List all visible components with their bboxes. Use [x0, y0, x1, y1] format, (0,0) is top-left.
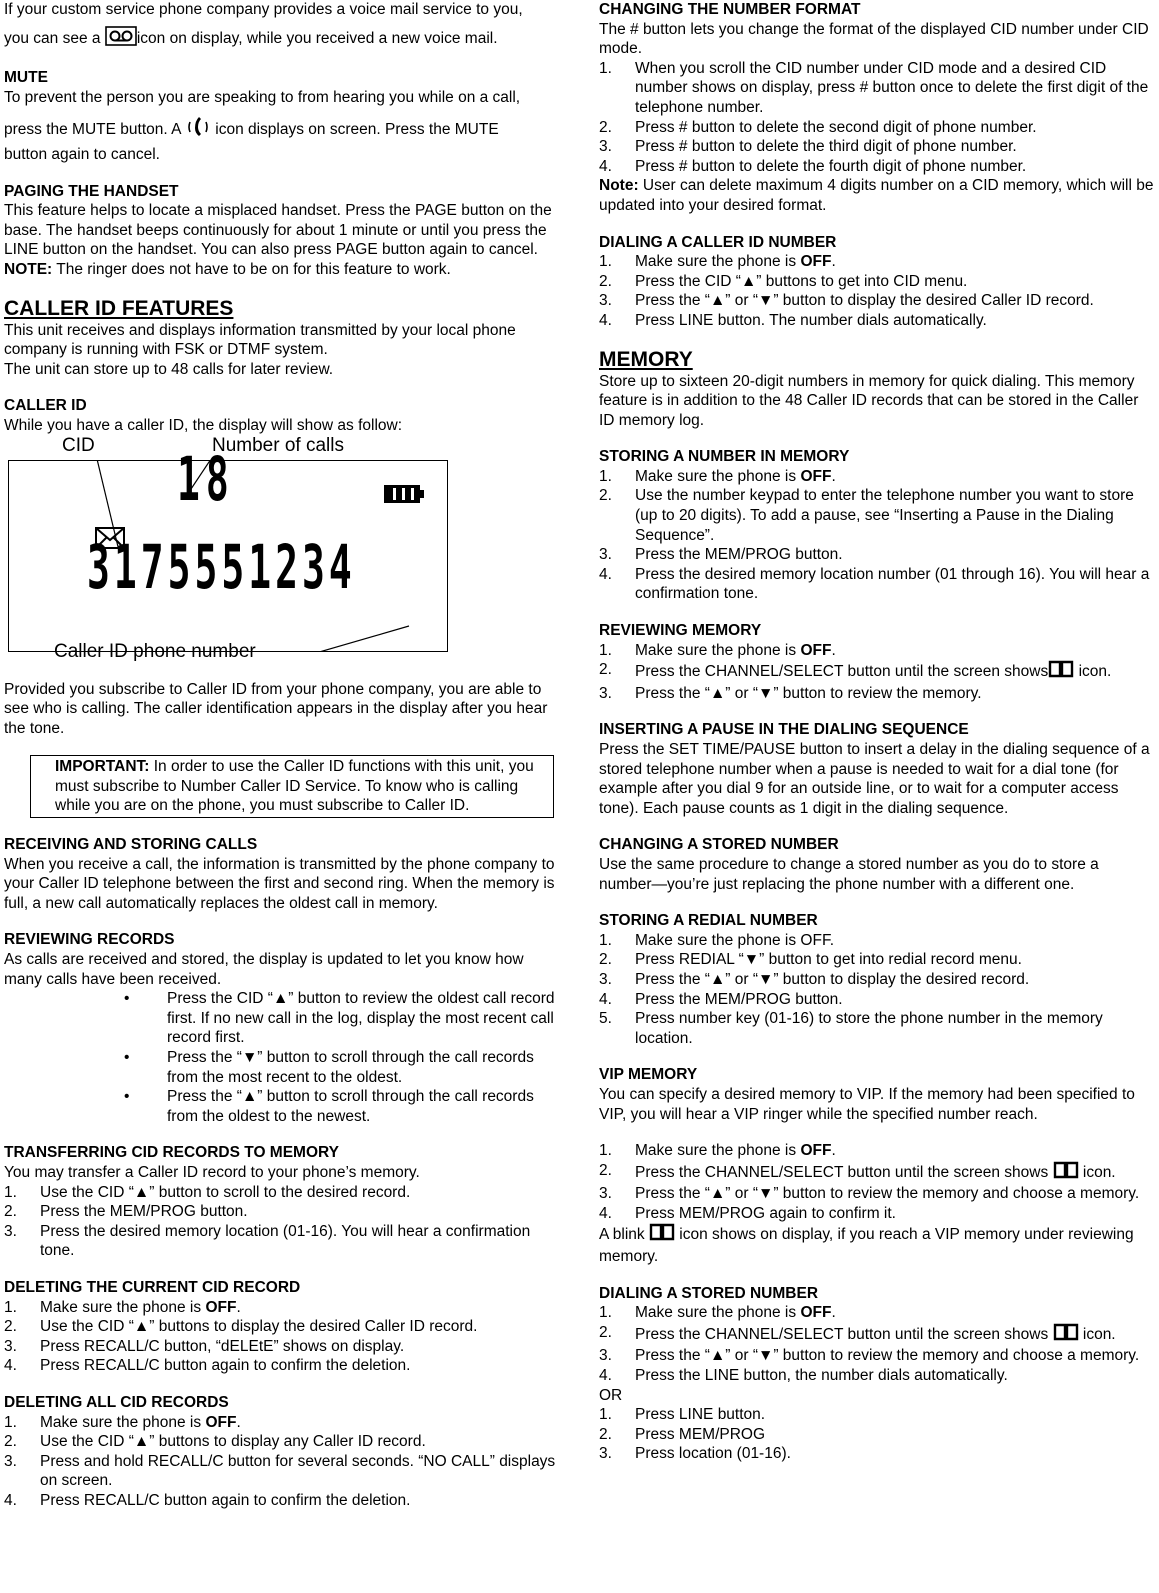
- cid-label: CID: [62, 434, 95, 456]
- dialing-stored-heading: DIALING A STORED NUMBER: [599, 1284, 819, 1302]
- storing-heading: STORING A NUMBER IN MEMORY: [599, 448, 850, 466]
- transferring-text: You may transfer a Caller ID record to your phone’s memory.: [4, 1163, 420, 1181]
- important-notice-box: IMPORTANT: In order to use the Caller ID functions with this unit, you must subscribe to Number Caller ID Service. To know who is calling while you are on the phone, you must subscribe to Caller ID.: [30, 755, 554, 818]
- provided-text: Provided you subscribe to Caller ID from your phone company, you are able to see who is calling. The caller identification appears in the display after you hear the tone.: [4, 680, 548, 737]
- list-item: 1. Make sure the phone is OFF.: [599, 931, 835, 949]
- caller-id-text: While you have a caller ID, the display will show as follow:: [4, 416, 403, 434]
- cid-features-text-2: The unit can store up to 48 calls for later review.: [4, 360, 334, 378]
- list-item: 4. Press the MEM/PROG button.: [599, 990, 843, 1008]
- list-item: 2. Press the CHANNEL/SELECT button until the screen shows icon.: [599, 660, 1154, 684]
- reviewing-records-text: As calls are received and stored, the display is updated to let you know how many calls have been received.: [4, 951, 524, 988]
- vip-heading: VIP MEMORY: [599, 1066, 698, 1084]
- list-item: • Press the “▲” button to scroll through the call records from the oldest to the newest.: [124, 1088, 534, 1125]
- vip-steps: [599, 1141, 1154, 1223]
- list-item: 2. Press the CHANNEL/SELECT button until the screen shows icon.: [599, 1161, 1154, 1185]
- transferring-steps: [4, 1183, 556, 1261]
- list-item: 3. Press RECALL/C button, “dELEtE” shows on display.: [4, 1337, 405, 1355]
- list-item: 1. Make sure the phone is OFF.: [599, 641, 836, 659]
- storing-steps: [599, 467, 1154, 604]
- changing-format-heading: CHANGING THE NUMBER FORMAT: [599, 1, 861, 18]
- list-item: 1. Make sure the phone is OFF.: [599, 1304, 836, 1322]
- list-item: 4. Press # button to delete the fourth digit of phone number.: [599, 157, 1027, 175]
- list-item: 3. Press the “▲” or “▼” button to review the memory and choose a memory.: [599, 1185, 1140, 1203]
- list-item: 2. Use the number keypad to enter the telephone number you want to store (up to 20 digits). To add a pause, see “Inserting a Pause in the Dialing Sequence”.: [599, 487, 1134, 544]
- memory-text: Store up to sixteen 20-digit numbers in memory for quick dialing. This memory feature is in addition to the 48 Caller ID records that can be stored in the Caller ID memory log.: [599, 372, 1139, 429]
- memory-heading: MEMORY: [599, 347, 693, 371]
- list-item: 1. Make sure the phone is OFF.: [4, 1413, 241, 1431]
- list-item: 1. Make sure the phone is OFF.: [4, 1298, 241, 1316]
- number-of-calls-label: Number of calls: [212, 434, 344, 456]
- receiving-heading: RECEIVING AND STORING CALLS: [4, 836, 258, 854]
- paging-heading: PAGING THE HANDSET: [4, 182, 179, 200]
- list-item: 2. Use the CID “▲” buttons to display the desired Caller ID record.: [4, 1318, 478, 1336]
- redial-heading: STORING A REDIAL NUMBER: [599, 912, 818, 930]
- reviewing-records-heading: REVIEWING RECORDS: [4, 931, 175, 949]
- vip-blink-text: A blink icon shows on display, if you reach a VIP memory under reviewing memory.: [599, 1223, 1154, 1266]
- redial-steps: [599, 931, 1154, 1049]
- left-column: [4, 0, 556, 1510]
- list-item: 3. Press # button to delete the third digit of phone number.: [599, 138, 1017, 156]
- changing-stored-heading: CHANGING A STORED NUMBER: [599, 836, 839, 854]
- voicemail-icon: [105, 26, 137, 52]
- list-item: • Press the CID “▲” button to review the oldest call record first. If no new call in the log, display the most recent call record first.: [124, 990, 555, 1047]
- list-item: 3. Press the “▲” or “▼” button to display the desired Caller ID record.: [599, 292, 1094, 310]
- cid-features-text-1: This unit receives and displays information transmitted by your local phone company is running with FSK or DTMF system.: [4, 321, 516, 359]
- battery-icon: [383, 483, 425, 511]
- reviewing-memory-steps: [599, 641, 1154, 704]
- caller-id-features-heading: CALLER ID FEATURES: [4, 296, 234, 320]
- list-item: 1. When you scroll the CID number under CID mode and a desired CID number shows on display, press # button once to delete the first digit of the telephone number.: [599, 59, 1149, 116]
- memory-book-icon: [1048, 660, 1074, 684]
- list-item: 1. Make sure the phone is OFF.: [599, 253, 836, 271]
- list-item: 2. Press MEM/PROG: [599, 1425, 766, 1443]
- lcd-diagram: [4, 434, 556, 663]
- reviewing-bullets: [4, 989, 556, 1126]
- list-item: 4. Press RECALL/C button again to confirm the deletion.: [4, 1491, 411, 1509]
- list-item: 3. Press location (01-16).: [599, 1445, 791, 1463]
- list-item: • Press the “▼” button to scroll through the call records from the most recent to the oldest.: [124, 1049, 534, 1086]
- list-item: 1. Make sure the phone is OFF.: [599, 467, 836, 485]
- intro-line-1: If your custom service phone company provides a voice mail service to you,: [4, 1, 523, 18]
- list-item: 2. Press the CID “▲” buttons to get into CID menu.: [599, 272, 968, 290]
- changing-format-text: The # button lets you change the format of the displayed CID number under CID mode.: [599, 20, 1149, 58]
- list-item: 1. Use the CID “▲” button to scroll to the desired record.: [4, 1183, 411, 1201]
- list-item: 2. Press # button to delete the second digit of phone number.: [599, 118, 1037, 136]
- lcd-phone-number: 3175551234: [87, 531, 356, 603]
- list-item: 3. Press the “▲” or “▼” button to display the desired record.: [599, 970, 1030, 988]
- dialing-cid-heading: DIALING A CALLER ID NUMBER: [599, 233, 837, 251]
- list-item: 4. Press the LINE button, the number dials automatically.: [599, 1367, 1008, 1385]
- list-item: 3. Press the MEM/PROG button.: [599, 546, 843, 564]
- memory-book-icon: [649, 1223, 675, 1247]
- changing-format-steps: [599, 59, 1154, 177]
- receiving-text: When you receive a call, the information is transmitted by the phone company to your Caller ID telephone between the first and second ring. When the memory is full, a new call automatically replaces the oldest call in memory.: [4, 855, 555, 912]
- deleting-current-steps: [4, 1298, 556, 1376]
- pause-text: Press the SET TIME/PAUSE button to insert a delay in the dialing sequence of a stored telephone number when a pause is needed to wait for a dial tone (for example after you dial 9 for an outside line, or to wait for a computer access tone). Each pause counts as 1 digit in the dialing sequence.: [599, 741, 1150, 817]
- mute-text-2: press the MUTE button. A icon displays on screen. Press the MUTE: [4, 115, 556, 145]
- memory-book-icon: [1053, 1323, 1079, 1347]
- intro-line-2: you can see a icon on display, while you received a new voice mail.: [4, 26, 556, 52]
- mute-handset-icon: [185, 115, 211, 145]
- list-item: 5. Press number key (01-16) to store the phone number in the memory location.: [599, 1010, 1103, 1047]
- list-item: 3. Press and hold RECALL/C button for several seconds. “NO CALL” displays on screen.: [4, 1452, 556, 1490]
- dialing-stored-alt-steps: [599, 1405, 1154, 1464]
- paging-text: This feature helps to locate a misplaced handset. Press the PAGE button on the base. The handset beeps continuously for about 1 minute or until you press the LINE button on the handset. You can also press PAGE button again to cancel.: [4, 202, 552, 259]
- list-item: 3. Press the “▲” or “▼” button to review the memory.: [599, 684, 982, 702]
- right-column: [599, 0, 1154, 1464]
- list-item: 2. Use the CID “▲” buttons to display any Caller ID record.: [4, 1433, 426, 1451]
- mute-text-1: To prevent the person you are speaking to from hearing you while on a call,: [4, 88, 521, 106]
- list-item: 2. Press the MEM/PROG button.: [4, 1203, 248, 1221]
- list-item: 3. Press the “▲” or “▼” button to review the memory and choose a memory.: [599, 1347, 1140, 1365]
- vip-text: You can specify a desired memory to VIP. If the memory had been specified to VIP, you will hear a VIP ringer while the specified number reach.: [599, 1085, 1135, 1123]
- list-item: 2. Press REDIAL “▼” button to get into redial record menu.: [599, 951, 1022, 969]
- deleting-current-heading: DELETING THE CURRENT CID RECORD: [4, 1278, 301, 1296]
- list-item: 4. Press RECALL/C button again to confirm the deletion.: [4, 1357, 411, 1375]
- list-item: 2. Press the CHANNEL/SELECT button until the screen shows icon.: [599, 1323, 1154, 1347]
- mute-heading: MUTE: [4, 69, 48, 87]
- list-item: 4. Press MEM/PROG again to confirm it.: [599, 1204, 896, 1222]
- transferring-heading: TRANSFERRING CID RECORDS TO MEMORY: [4, 1144, 339, 1162]
- memory-book-icon: [1053, 1161, 1079, 1185]
- caller-id-phone-number-label: Caller ID phone number: [54, 640, 256, 662]
- lcd-call-count: 18: [177, 443, 235, 515]
- list-item: 4. Press LINE button. The number dials automatically.: [599, 311, 987, 329]
- pause-heading: INSERTING A PAUSE IN THE DIALING SEQUENCE: [599, 721, 969, 739]
- list-item: 1. Make sure the phone is OFF.: [599, 1142, 836, 1160]
- changing-stored-text: Use the same procedure to change a stored number as you do to store a number—you’re just replacing the phone number with a different one.: [599, 855, 1099, 893]
- changing-format-note: Note: User can delete maximum 4 digits number on a CID memory, which will be updated into your desired format.: [599, 177, 1154, 214]
- or-label: OR: [599, 1386, 623, 1404]
- list-item: 1. Press LINE button.: [599, 1406, 766, 1424]
- reviewing-memory-heading: REVIEWING MEMORY: [599, 622, 762, 640]
- dialing-stored-steps: [599, 1303, 1154, 1385]
- list-item: 4. Press the desired memory location number (01 through 16). You will hear a confirmation tone.: [599, 565, 1150, 603]
- dialing-cid-steps: [599, 252, 1154, 330]
- mute-text-3: button again to cancel.: [4, 145, 160, 163]
- deleting-all-heading: DELETING ALL CID RECORDS: [4, 1393, 229, 1411]
- paging-note: NOTE: The ringer does not have to be on for this feature to work.: [4, 260, 451, 278]
- list-item: 3. Press the desired memory location (01-16). You will hear a confirmation tone.: [4, 1222, 531, 1260]
- caller-id-heading: CALLER ID: [4, 397, 87, 415]
- deleting-all-steps: [4, 1413, 556, 1511]
